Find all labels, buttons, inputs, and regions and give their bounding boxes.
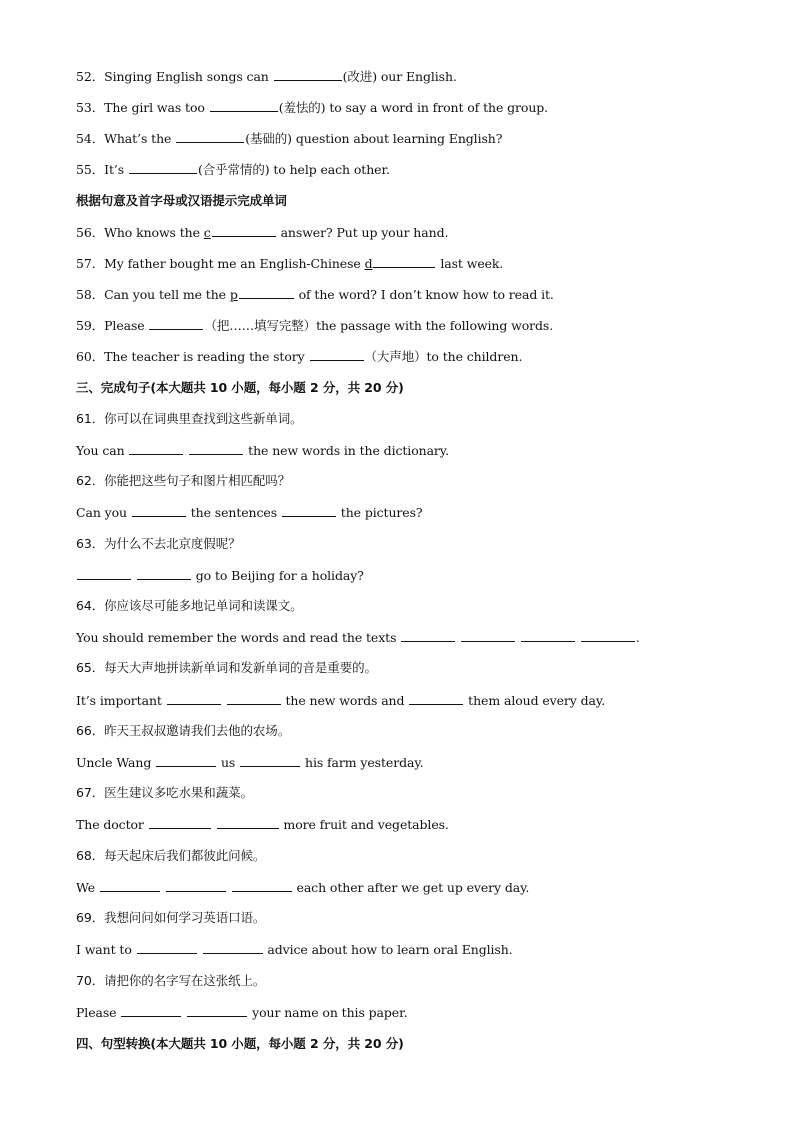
section-hint-heading: 根据句意及首字母或汉语提示完成单词 — [76, 193, 287, 208]
answer-blank[interactable] — [156, 754, 216, 767]
answer-blank[interactable] — [217, 816, 279, 829]
answer-blank[interactable] — [149, 317, 203, 330]
question-number: 52． — [76, 69, 105, 84]
question-54: 54．What’s the (基础的) question about learning English? — [76, 131, 503, 146]
question-number: 57． — [76, 256, 105, 271]
question-number: 56． — [76, 225, 105, 240]
answer-blank[interactable] — [227, 692, 281, 705]
question-66-sentence: Uncle Wang us his farm yesterday. — [76, 755, 424, 770]
answer-blank[interactable] — [137, 567, 191, 580]
answer-blank[interactable] — [129, 161, 197, 174]
answer-blank[interactable] — [373, 255, 435, 268]
answer-blank[interactable] — [210, 99, 278, 112]
question-number: 53． — [76, 100, 105, 115]
question-63-sentence: go to Beijing for a holiday? — [76, 567, 364, 584]
question-number: 55． — [76, 162, 105, 177]
answer-blank[interactable] — [274, 68, 342, 81]
question-52: 52．Singing English songs can (改进) our English. — [76, 69, 457, 84]
question-66-prompt: 66．昨天王叔叔邀请我们去他的农场。 — [76, 723, 291, 738]
question-62-prompt: 62．你能把这些句子和图片相匹配吗？ — [76, 473, 291, 488]
question-60: 60．The teacher is reading the story （大声地）to the children. — [76, 349, 523, 364]
answer-blank[interactable] — [166, 879, 226, 892]
question-56: 56．Who knows the c answer? Put up your hand. — [76, 225, 449, 240]
answer-blank[interactable] — [232, 879, 292, 892]
answer-blank[interactable] — [189, 442, 243, 455]
answer-blank[interactable] — [461, 629, 515, 642]
first-letter-hint: p — [229, 287, 238, 302]
answer-blank[interactable] — [187, 1004, 247, 1017]
question-64-prompt: 64．你应该尽可能多地记单词和读课文。 — [76, 598, 303, 613]
question-61-sentence: You can the new words in the dictionary. — [76, 443, 449, 458]
question-55: 55．It’s (合乎常情的) to help each other. — [76, 162, 390, 177]
answer-blank[interactable] — [310, 348, 364, 361]
answer-blank[interactable] — [212, 224, 276, 237]
section-3-heading: 三、完成句子(本大题共 10 小题，每小题 2 分，共 20 分) — [76, 380, 404, 395]
answer-blank[interactable] — [167, 692, 221, 705]
answer-blank[interactable] — [121, 1004, 181, 1017]
question-67-sentence: The doctor more fruit and vegetables. — [76, 817, 449, 832]
question-number: 60． — [76, 349, 105, 364]
first-letter-hint: d — [364, 256, 373, 271]
question-65-sentence: It’s important the new words and them aloud every day. — [76, 693, 606, 708]
answer-blank[interactable] — [203, 941, 263, 954]
answer-blank[interactable] — [132, 504, 186, 517]
question-64-sentence: You should remember the words and read the texts . — [76, 630, 640, 645]
answer-blank[interactable] — [239, 286, 294, 299]
question-number: 54． — [76, 131, 105, 146]
answer-blank[interactable] — [77, 567, 131, 580]
question-68-sentence: We each other after we get up every day. — [76, 880, 530, 895]
answer-blank[interactable] — [149, 816, 211, 829]
question-number: 59． — [76, 318, 105, 333]
answer-blank[interactable] — [100, 879, 160, 892]
first-letter-hint: c — [203, 225, 211, 240]
question-70-sentence: Please your name on this paper. — [76, 1005, 408, 1020]
answer-blank[interactable] — [401, 629, 455, 642]
answer-blank[interactable] — [240, 754, 300, 767]
question-63-prompt: 63．为什么不去北京度假呢？ — [76, 536, 241, 551]
answer-blank[interactable] — [137, 941, 197, 954]
question-61-prompt: 61．你可以在词典里查找到这些新单词。 — [76, 411, 303, 426]
answer-blank[interactable] — [521, 629, 575, 642]
question-62-sentence: Can you the sentences the pictures? — [76, 505, 423, 520]
answer-blank[interactable] — [129, 442, 183, 455]
question-67-prompt: 67．医生建议多吃水果和蔬菜。 — [76, 785, 253, 800]
question-69-sentence: I want to advice about how to learn oral English. — [76, 942, 513, 957]
answer-blank[interactable] — [581, 629, 635, 642]
question-58: 58．Can you tell me the p of the word? I don’t know how to read it. — [76, 287, 554, 302]
question-69-prompt: 69．我想问问如何学习英语口语。 — [76, 910, 266, 925]
question-68-prompt: 68．每天起床后我们都彼此问候。 — [76, 848, 266, 863]
section-4-heading: 四、句型转换(本大题共 10 小题，每小题 2 分，共 20 分) — [76, 1036, 404, 1051]
answer-blank[interactable] — [409, 692, 463, 705]
question-53: 53．The girl was too (羞怯的) to say a word in front of the group. — [76, 100, 549, 115]
answer-blank[interactable] — [176, 130, 244, 143]
question-65-prompt: 65．每天大声地拼读新单词和发新单词的音是重要的。 — [76, 660, 377, 675]
question-number: 58． — [76, 287, 105, 302]
answer-blank[interactable] — [282, 504, 336, 517]
question-59: 59．Please （把……填写完整）the passage with the following words. — [76, 318, 554, 333]
question-70-prompt: 70．请把你的名字写在这张纸上。 — [76, 973, 266, 988]
question-57: 57．My father bought me an English-Chinese d last week. — [76, 256, 504, 271]
